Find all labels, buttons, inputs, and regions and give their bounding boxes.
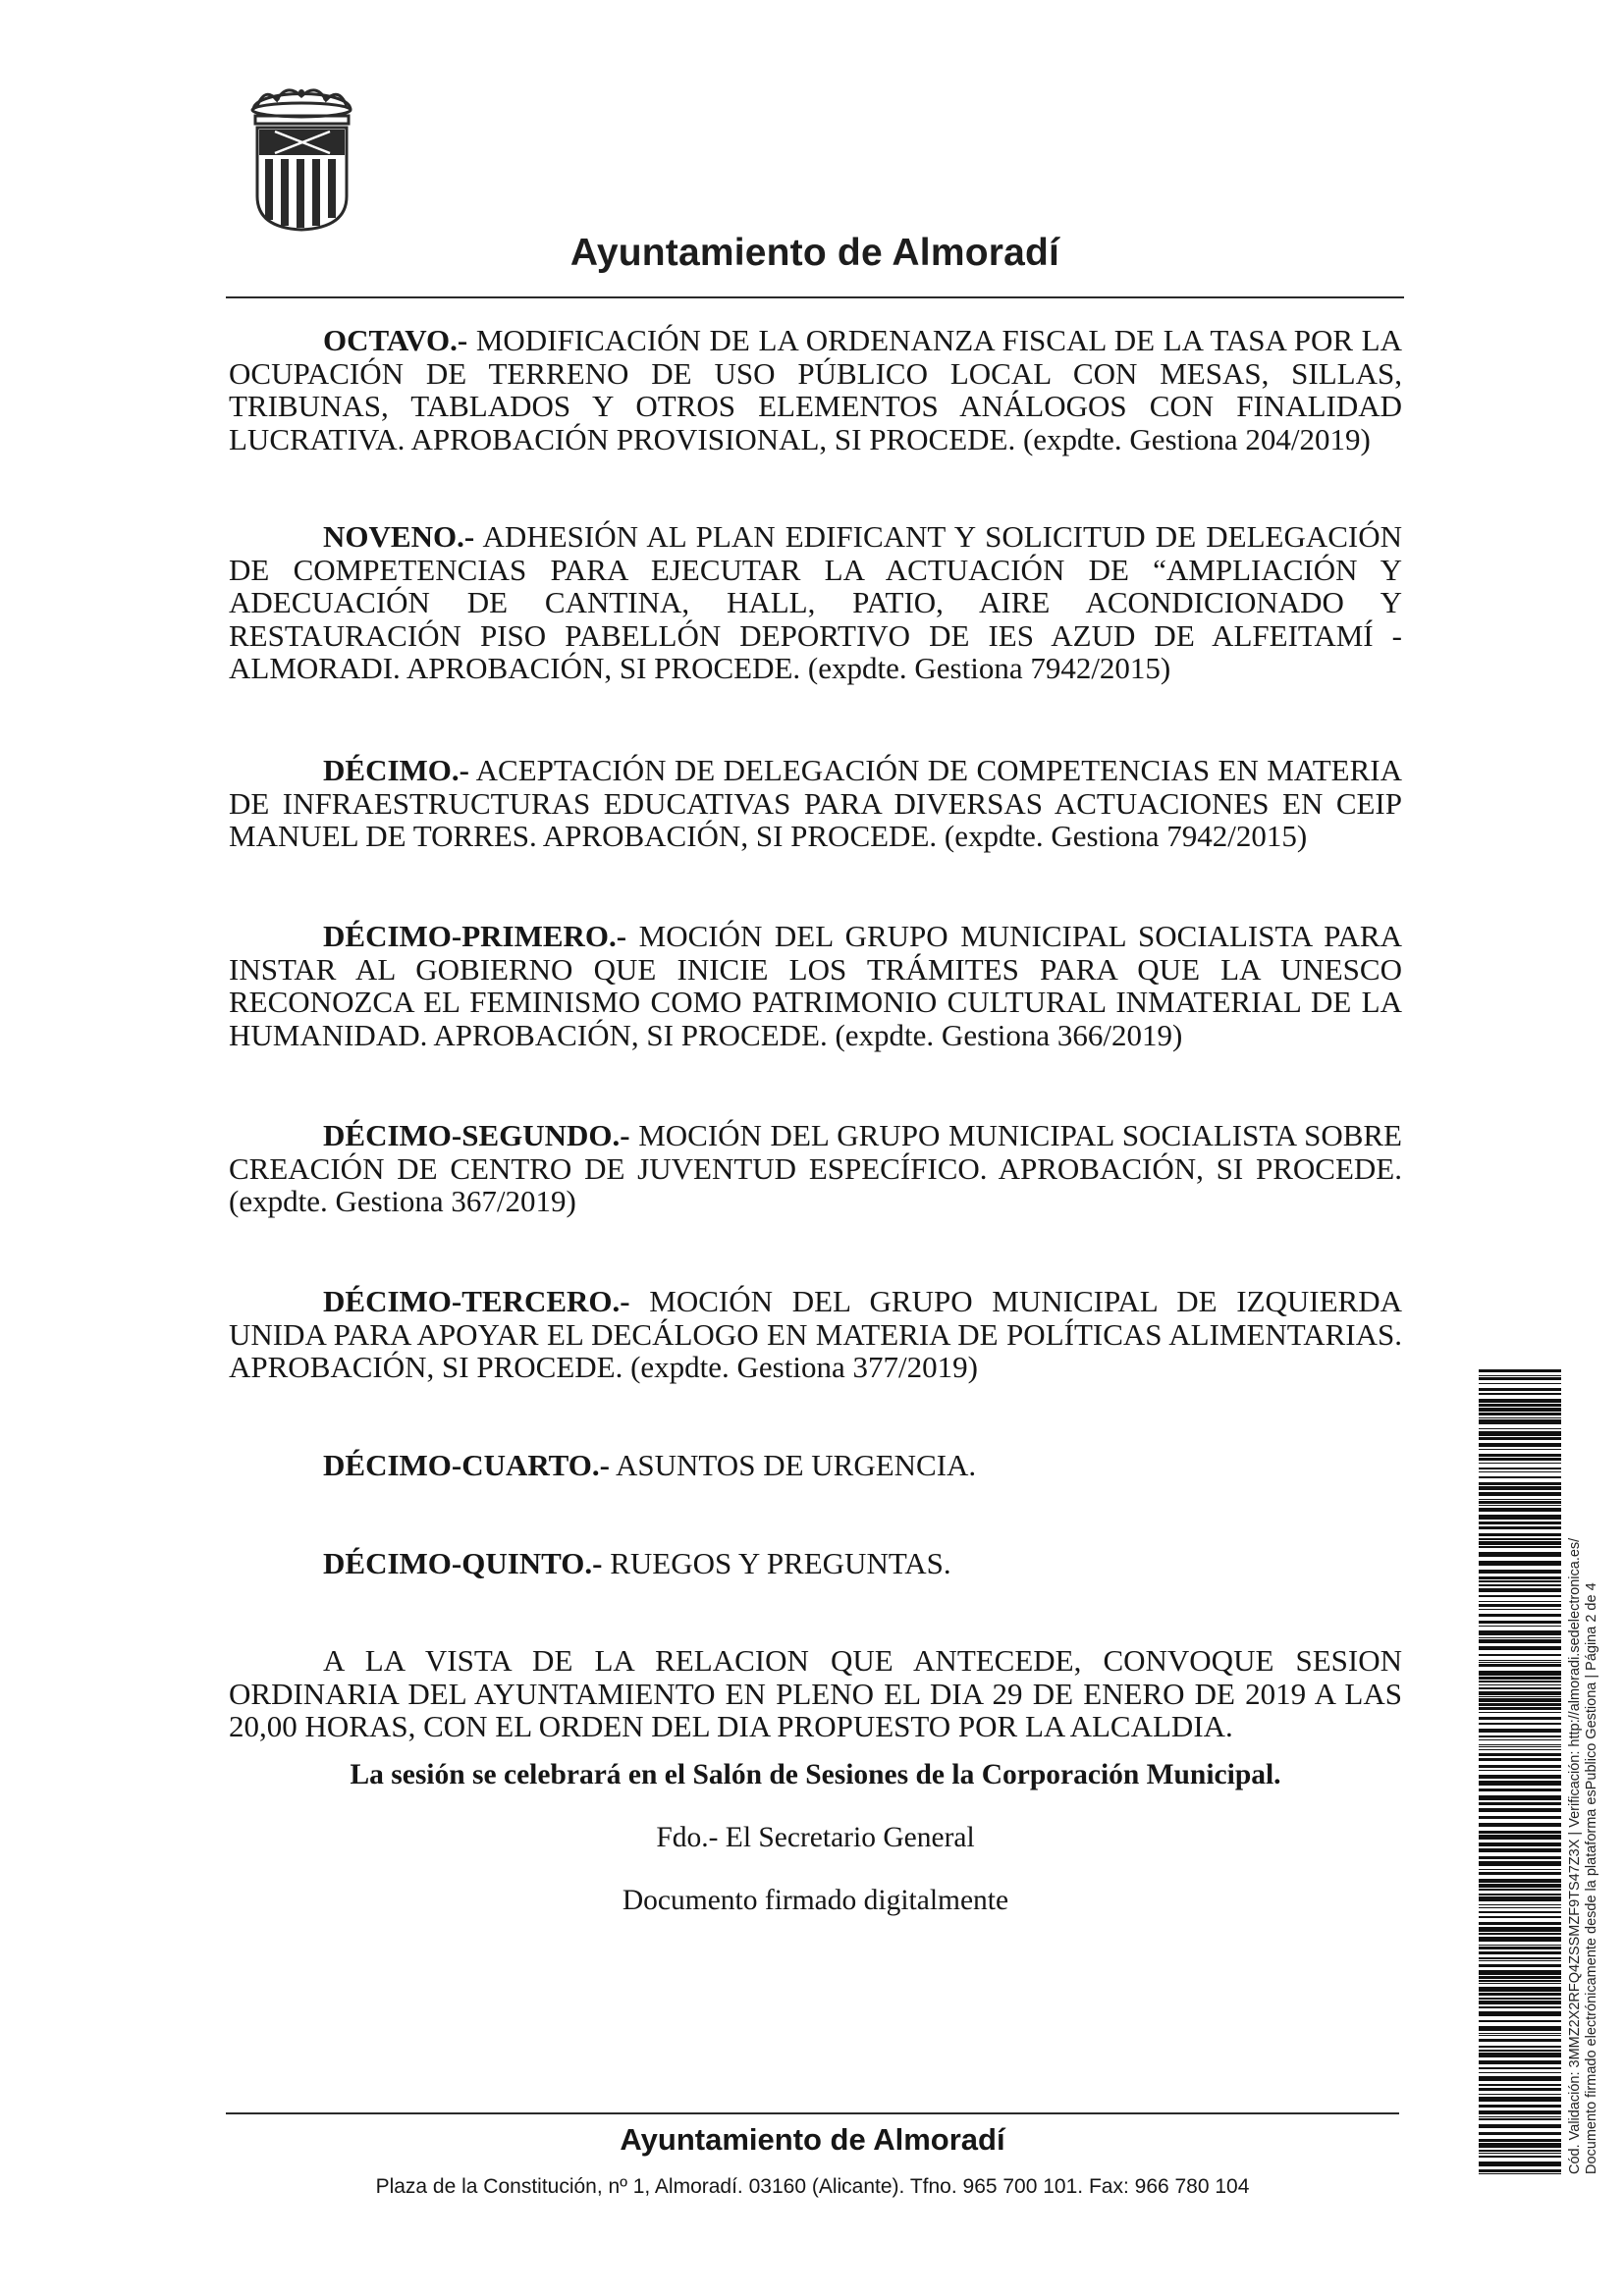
agenda-item-label: NOVENO.- xyxy=(323,519,475,554)
agenda-item-label: DÉCIMO-QUINTO.- xyxy=(323,1546,603,1580)
agenda-item-label: DÉCIMO-CUARTO.- xyxy=(323,1448,610,1482)
agenda-item xyxy=(229,1449,1402,1482)
page-title: Ayuntamiento de Almoradí xyxy=(569,232,1060,274)
barcode-icon xyxy=(1479,1369,1561,2174)
verification-platform: Documento firmado electrónicamente desde la plataforma esPublico Gestiona | Página 2 de 4 xyxy=(1584,1582,1599,2174)
footer-title: Ayuntamiento de Almoradí xyxy=(620,2122,1005,2157)
verification-stamp xyxy=(1567,1369,1606,2174)
coat-of-arms-logo xyxy=(245,80,358,233)
header-divider xyxy=(226,296,1404,298)
footer-divider xyxy=(226,2112,1399,2114)
closing-paragraph xyxy=(229,1644,1402,1743)
agenda-item-text: ASUNTOS DE URGENCIA. xyxy=(616,1448,977,1482)
agenda-item-text: MOCIÓN DEL GRUPO MUNICIPAL SOCIALISTA SOBRE CREACIÓN DE CENTRO DE JUVENTUD ESPECÍFICO. APROBACIÓN, SI PROCEDE. (expdte. Gestiona 367/2019) xyxy=(229,1118,1402,1218)
footer-address: Plaza de la Constitución, nº 1, Almoradí. 03160 (Alicante). Tfno. 965 700 101. Fax: 966 780 104 xyxy=(375,2175,1250,2198)
signature-line: Fdo.- El Secretario General xyxy=(656,1822,975,1853)
digital-signature-note: Documento firmado digitalmente xyxy=(622,1885,1009,1916)
agenda-item-text: ACEPTACIÓN DE DELEGACIÓN DE COMPETENCIAS EN MATERIA DE INFRAESTRUCTURAS EDUCATIVAS PARA DIVERSAS ACTUACIONES EN CEIP MANUEL DE TORRES. APROBACIÓN, SI PROCEDE. (expdte. Gestiona 7942/2015) xyxy=(229,753,1402,853)
agenda-item-label: DÉCIMO-PRIMERO.- xyxy=(323,919,627,953)
agenda-item-label: DÉCIMO.- xyxy=(323,753,469,787)
agenda-item-label: DÉCIMO-TERCERO.- xyxy=(323,1284,630,1318)
agenda-item xyxy=(229,324,1402,455)
agenda-item-label: DÉCIMO-SEGUNDO.- xyxy=(323,1118,630,1152)
session-note: La sesión se celebrará en el Salón de Sesiones de la Corporación Municipal. xyxy=(350,1759,1281,1790)
agenda-item xyxy=(229,1119,1402,1218)
agenda-item-text: MOCIÓN DEL GRUPO MUNICIPAL SOCIALISTA PARA INSTAR AL GOBIERNO QUE INICIE LOS TRÁMITES PARA QUE LA UNESCO RECONOZCA EL FEMINISMO COMO PATRIMONIO CULTURAL INMATERIAL DE LA HUMANIDAD. APROBACIÓN, SI PROCEDE. (expdte. Gestiona 366/2019) xyxy=(229,919,1402,1052)
agenda-item-text: MODIFICACIÓN DE LA ORDENANZA FISCAL DE LA TASA POR LA OCUPACIÓN DE TERRENO DE USO PÚBLICO LOCAL CON MESAS, SILLAS, TRIBUNAS, TABLADOS Y OTROS ELEMENTOS ANÁLOGOS CON FINALIDAD LUCRATIVA. APROBACIÓN PROVISIONAL, SI PROCEDE. (expdte. Gestiona 204/2019) xyxy=(229,323,1403,456)
agenda-item xyxy=(229,920,1402,1051)
agenda-item xyxy=(229,754,1402,853)
agenda-item-label: OCTAVO.- xyxy=(323,323,468,357)
agenda-item-text: ADHESIÓN AL PLAN EDIFICANT Y SOLICITUD DE DELEGACIÓN DE COMPETENCIAS PARA EJECUTAR LA ACTUACIÓN DE “AMPLIACIÓN Y ADECUACIÓN DE CANTINA, HALL, PATIO, AIRE ACONDICIONADO Y RESTAURACIÓN PISO PABELLÓN DEPORTIVO DE IES AZUD DE ALFEITAMÍ - ALMORADI. APROBACIÓN, SI PROCEDE. (expdte. Gestiona 7942/2015) xyxy=(229,519,1402,685)
agenda-item xyxy=(229,1547,1402,1580)
agenda-item xyxy=(229,520,1402,685)
agenda-item-text: RUEGOS Y PREGUNTAS. xyxy=(610,1546,951,1580)
closing-text: A LA VISTA DE LA RELACION QUE ANTECEDE, CONVOQUE SESION ORDINARIA DEL AYUNTAMIENTO EN PLENO EL DIA 29 DE ENERO DE 2019 A LAS 20,00 HORAS, CON EL ORDEN DEL DIA PROPUESTO POR LA ALCALDIA. xyxy=(229,1643,1402,1743)
agenda-item xyxy=(229,1285,1402,1384)
agenda-item-text: MOCIÓN DEL GRUPO MUNICIPAL DE IZQUIERDA UNIDA PARA APOYAR EL DECÁLOGO EN MATERIA DE POLÍTICAS ALIMENTARIAS. APROBACIÓN, SI PROCEDE. (expdte. Gestiona 377/2019) xyxy=(229,1284,1402,1384)
verification-code: Cód. Validación: 3MMZ2X2RFQ4ZSSMZF9TS47Z3X | Verificación: http://almoradi.sedelectronica.es/ xyxy=(1567,1537,1583,2174)
